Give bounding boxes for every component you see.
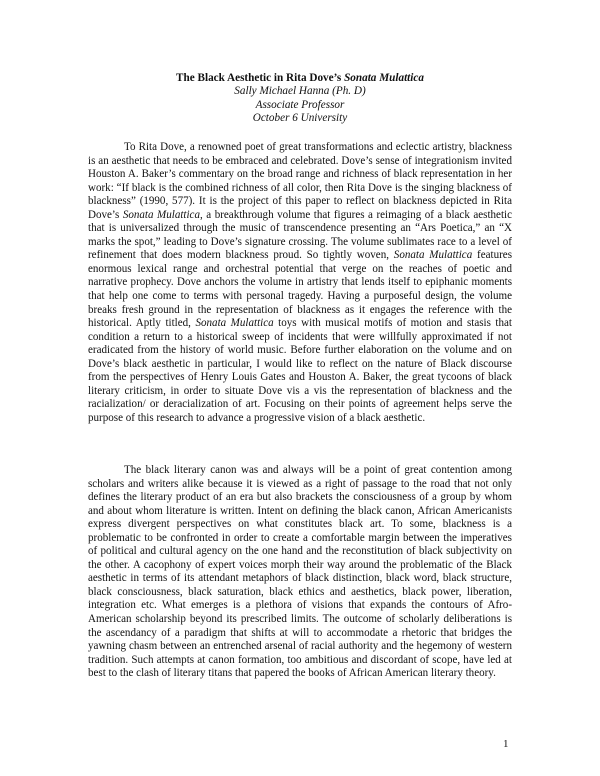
work-title-italic: Sonata Mulattica xyxy=(122,208,200,221)
paragraph-1: To Rita Dove, a renowned poet of great transformations and eclectic artistry, blackness is an aesthetic that needs to be embraced and celebrated. Dove’s sense of integrationism invited Houston A. Baker’s commentary on the broad range and richness of black representation in her work: “If black is the combined richness of all color, then Rita Dove is the singing blackness of blackness” (1990, 577). It is the project of this paper to reflect on blackness depicted in Rita Dove’s Sonata Mulattica, a breakthrough volume that figures a reimaging of a black aesthetic that is universalized through the music of transcendence presenting an “Ars Poetica,” an “X marks the spot,” leading to Dove’s signature crossing. The volume sublimates race to a level of refinement that does modern blackness proud. So tightly woven, Sonata Mulattica features enormous lexical range and orchestral potential that verge on the reaches of poetic and narrative prophecy. Dove anchors the volume in artistry that lends itself to epiphanic moments that help one come to terms with personal tragedy. Having a purposeful design, the volume breaks fresh ground in the representation of blackness as it engages the reference with the historical. Aptly titled, Sonata Mulattica toys with musical motifs of motion and stasis that condition a return to a historical sweep of incidents that were willfully approximated if not eradicated from the history of world music. Before further elaboration on the volume and on Dove’s black aesthetic in particular, I would like to reflect on the nature of Black discourse from the perspectives of Henry Louis Gates and Houston A. Baker, the great tycoons of black literary criticism, in order to situate Dove vis a vis the representation of blackness and the racialization/ or deracialization of art. Focusing on their points of agreement helps serve the purpose of this research to advance a progressive vision of a black aesthetic. xyxy=(88,141,513,424)
author-role: Associate Professor xyxy=(255,98,345,111)
author-affiliation: October 6 University xyxy=(252,111,348,124)
page-number: 1 xyxy=(503,738,509,750)
article-header xyxy=(0,72,600,125)
paragraph-2: The black literary canon was and always will be a point of great contention among scholars and writers alike because it is viewed as a right of passage to the road that not only defines the literary product of an era but also brackets the consciousness of a group by whom and about whom literature is written. Intent on defining the black canon, African Americanists express divergent perspectives on what constitutes black art. To some, blackness is a problematic to be confronted in order to create a comfortable margin between the imperatives of political and cultural agency on the one hand and the reconstitution of black subjectivity on the other. A cacophony of expert voices morph their way around the problematic of the Black aesthetic in terms of its attendant metaphors of black distinction, black word, black structure, black consciousness, black saturation, black ethics and aesthetics, black power, liberation, integration etc. What emerges is a plethora of visions that expands the contours of Afro- American scholarship beyond its prescribed limits. The outcome of scholarly deliberations is the ascendancy of a paradigm that shifts at will to accommodate a rhetoric that bridges the yawning chasm between an entrenched arsenal of racial authority and the hegemony of western tradition. Such attempts at canon formation, too ambitious and discordant of scope, have led at best to the clash of literary titans that papered the books of African American literary theory. xyxy=(88,464,512,680)
work-title-italic: Sonata Mulattica xyxy=(393,249,473,262)
work-title-italic: Sonata Mulattica xyxy=(195,317,274,330)
article-title: The Black Aesthetic in Rita Dove’s Sonata Mulattica xyxy=(176,72,424,84)
title-work: Sonata Mulattica xyxy=(344,72,424,84)
author-name: Sally Michael Hanna (Ph. D) xyxy=(234,85,366,98)
